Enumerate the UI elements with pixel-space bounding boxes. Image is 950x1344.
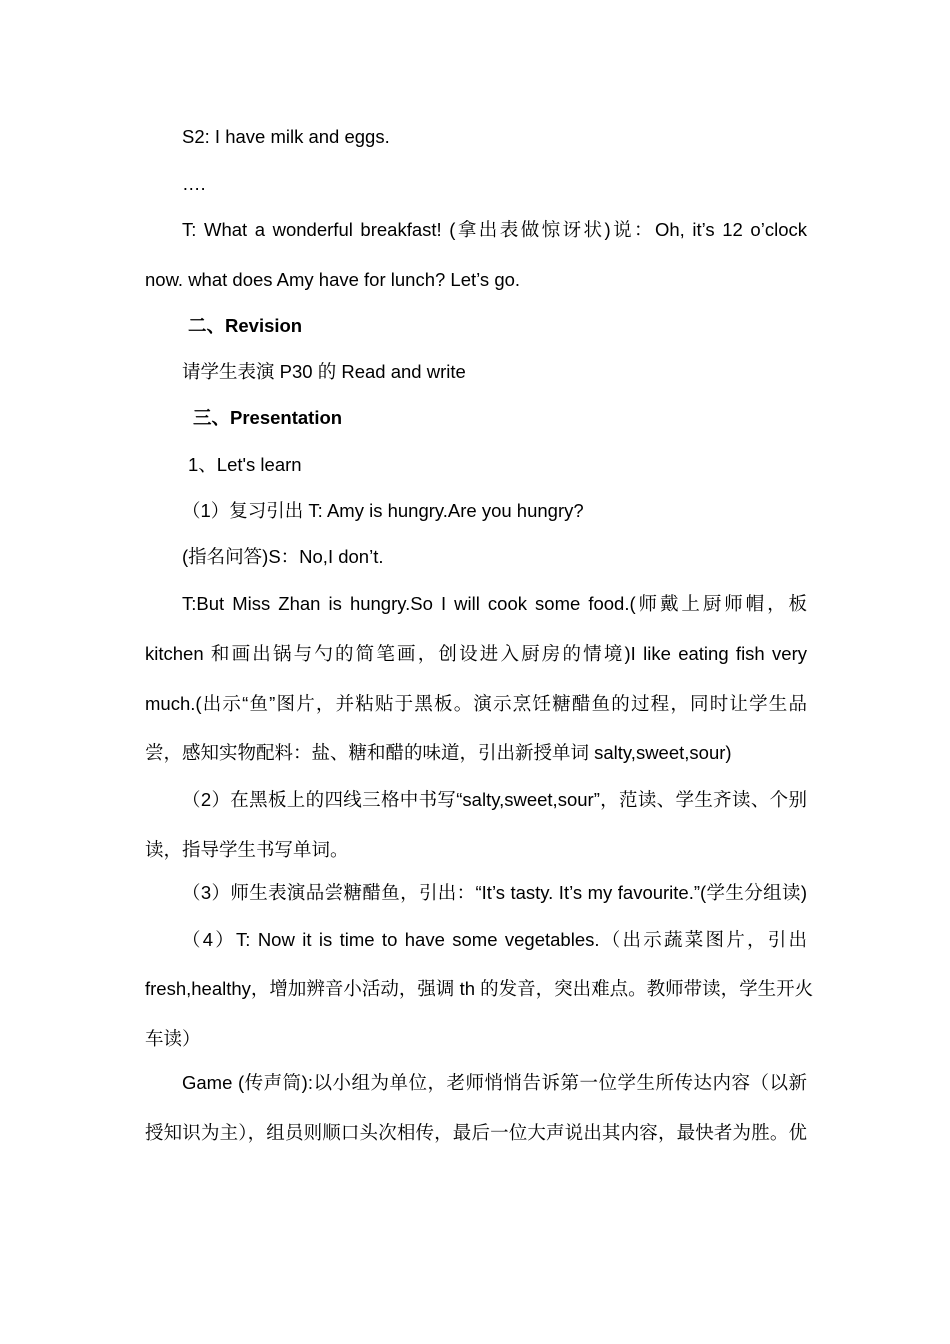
- step-3-line: （3）师生表演品尝糖醋鱼，引出：“It’s tasty. It’s my favourite.”(学生分组读): [182, 882, 807, 903]
- subheading-lets-learn: 1、Let's learn: [188, 454, 302, 475]
- game-line-2: 授知识为主），组员则顺口头次相传，最后一位大声说出其内容，最快者为胜。优: [145, 1122, 807, 1143]
- step-1-line: （1）复习引出 T: Amy is hungry.Are you hungry?: [182, 500, 584, 521]
- paragraph-cook-line-2: kitchen 和画出锅与勺的简笔画，创设进入厨房的情境)I like eating fish very: [145, 643, 807, 664]
- revision-instruction: 请学生表演 P30 的 Read and write: [182, 361, 466, 382]
- game-line-1: Game (传声筒):以小组为单位，老师悄悄告诉第一位学生所传达内容（以新: [182, 1072, 807, 1093]
- paragraph-cook-line-1: T:But Miss Zhan is hungry.So I will cook some food.(师戴上厨师帽，板: [182, 593, 807, 614]
- step-4-line-1: （4）T: Now it is time to have some vegetables.（出示蔬菜图片，引出: [182, 929, 807, 950]
- teacher-line-breakfast: T: What a wonderful breakfast! (拿出表做惊讶状)说：Oh, it’s 12 o’clock: [182, 219, 807, 240]
- step-2-line-2: 读，指导学生书写单词。: [145, 839, 349, 860]
- step-4-line-3: 车读）: [145, 1028, 201, 1049]
- ellipsis-line: ….: [182, 173, 206, 194]
- step-1-answer: (指名问答)S：No,I don’t.: [182, 546, 384, 567]
- step-2-line-1: （2）在黑板上的四线三格中书写“salty,sweet,sour”，范读、学生齐读、个别: [182, 789, 807, 810]
- step-4-line-2: fresh,healthy，增加辨音小活动，强调 th 的发音，突出难点。教师带读，学生开火: [145, 978, 814, 999]
- section-heading-presentation: 三、Presentation: [193, 407, 343, 428]
- paragraph-cook-line-3: much.(出示“鱼”图片，并粘贴于黑板。演示烹饪糖醋鱼的过程，同时让学生品: [145, 693, 807, 714]
- section-heading-revision: 二、Revision: [188, 315, 303, 336]
- dialogue-line-s2: S2: I have milk and eggs.: [182, 126, 390, 147]
- paragraph-cook-line-4: 尝，感知实物配料：盐、糖和醋的味道，引出新授单词 salty,sweet,sour): [145, 742, 732, 763]
- teacher-line-lunch: now. what does Amy have for lunch? Let’s go.: [145, 269, 521, 290]
